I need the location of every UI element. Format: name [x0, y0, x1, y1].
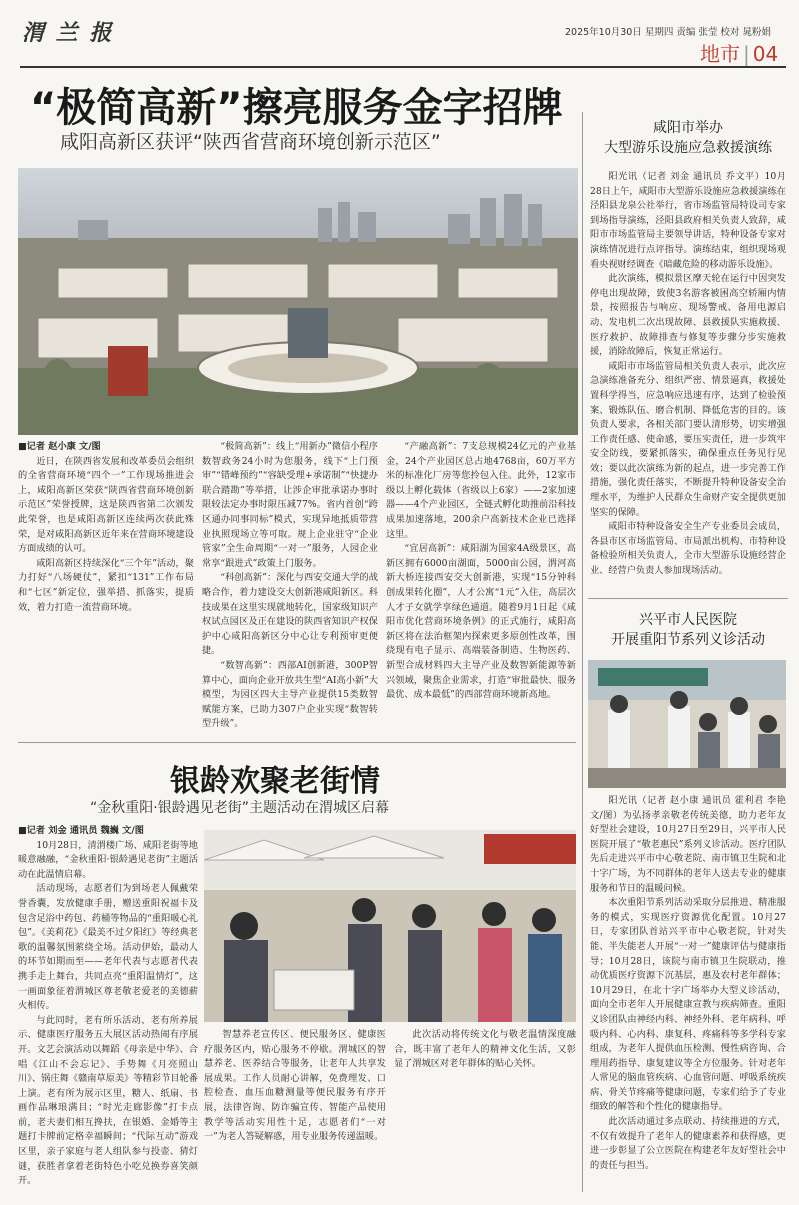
- page-number: 04: [752, 42, 779, 66]
- drill-body: [590, 170, 786, 588]
- lead-paragraph: “科创高新”：深化与西安交通大学的战略合作，着力建设交大创新港咸阳新区。科技成果在这里实现就地转化，国家级知识产权试点园区及正在建设的陕西省知识产权保护中心咸阳高新区分中心让专利预审更便捷。: [202, 572, 378, 657]
- elder-paragraph: 智慧养老宣传区、便民服务区、健康医疗服务区内，贴心服务不停歇。渭城区的智慧养老、医养结合等服务，让老年人共享发展成果。工作人员耐心讲解，免费理发、口腔检查、血压血糖测量等便民服务有序开展，法律咨询、防诈骗宣传、智能产品使用教学等活动实用性十足，志愿者们“一对一”为老人答疑解惑，用专业服务传递温暖。: [204, 1029, 386, 1143]
- drill-headline: [588, 118, 788, 158]
- lead-column-3: [386, 440, 576, 733]
- lead-paragraph: “极简高新”：线上“用新办”微信小程序数智政务24小时为您服务，线下“上门预审”“错峰预约”“容缺受理+承诺制”“快捷办联合踏勘”等举措，让涉企审批承诺办事时限较法定办事时限压减77%。省内首创“跨区通办同事同标”模式，实现异地抵质带营业执照现场立等可取。规上企业驻守“企业管家”全生命周期“一对一”服务，人园企业常享“跟进式”政策上门服务。: [202, 441, 378, 569]
- elder-paragraph: 10月28日，清渭楼广场、咸阳老街等地暖意融融，“金秋重阳·银龄遇见老街”主题活动在此温情启幕。: [18, 839, 198, 880]
- elder-event-photo: [204, 830, 576, 1022]
- elder-paragraph: 此次活动将传统文化与敬老温情深度融合，既丰富了老年人的精神文化生活，又彰显了渭城区对老年群体的贴心关怀。: [394, 1029, 576, 1070]
- elder-headline: 银龄欢聚老街情: [170, 764, 380, 799]
- lead-paragraph: “数智高新”：西部AI创新港，300P智算中心，面向企业开放共生型“AI高小新”大模型，为园区四大主导产业提供15类数智赋能方案，已助力307户企业实现“数智转型升级”。: [202, 659, 378, 730]
- lower-divider: [18, 742, 576, 743]
- drill-paragraph: 此次演练，模拟景区摩天轮在运行中因突发停电出现故障，致使3名游客被困高空轿厢内情景，按照报告与响应、现场警戒、备用电源启动、发电机二次出现故障、县救援队实施救援、医疗救护、故障排查与修复等步骤分步实施救援，消除故障后，恢复正常运行。: [590, 273, 786, 358]
- elder-column-3: [394, 1028, 576, 1196]
- hospital-headline: [588, 610, 788, 650]
- hospital-paragraph: 本次重阳节系列活动采取分层推进、精准服务的模式，实现医疗资源优化配置。10月27日，专家团队首站兴平市中心敬老院，针对失能、半失能老人开展“一对一”健康评估与健康指导；10月28日，该院与南市镇卫生院联动，推动优质医疗资源下沉基层，惠及农村老年群体；10月29日，在北十字广场举办大型义诊活动，面向全市老年人开展健康宣教与疾病筛查。重阳义诊团队由神经内科、神经外科、老年病科、呼吸内科、心内科、康复科、疼痛科等多学科专家组成，为老年人提供血压检测、慢性病咨询、合理用药指导、康复建议等全方位服务。针对老年人常见的脑血管疾病、心血管问题、呼吸系统疾病、骨关节疼痛等健康问题，专家们给予了专业细致的解答和个性化的健康指导。: [590, 897, 786, 1113]
- elder-column-2: [204, 1028, 386, 1196]
- elder-paragraph: 活动现场，志愿者们为到场老人佩戴荣誉香囊，发放健康手册，赠送重阳祝福卡及包含足浴中药包、药桶等物品的“重阳暖心礼包”。《美莉花》《最美不过夕阳红》等经典老歌的温馨氛围萦绕全场。活动伊始，最动人的环节如期而至——老年代表与志愿者代表携手走上舞台，共同点亮“重阳温情灯”，这一画面象征着渭城区尊老敬老爱老的美德薪火相传。: [18, 883, 198, 1012]
- hospital-paragraph: 阳光讯（记者 赵小康 通讯员 霍利君 李艳文/图）为弘扬孝亲敬老传统美德，助力老年友好型社会建设，10月27日至29日，兴平市人民医院开展了“敬老惠民”系列义诊活动。医疗团队先后走进兴平市中心敬老院、南市镇卫生院和北十字广场，为不同群体的老年人送去专业的健康服务和节日的温暖问候。: [590, 795, 786, 894]
- lead-subhead: 咸阳高新区获评“陕西省营商环境创新示范区”: [60, 131, 441, 153]
- elder-column-1: [18, 824, 198, 1196]
- hospital-headline-line2: 开展重阳节系列义诊活动: [611, 632, 765, 648]
- elder-byline: ■记者 刘金 通讯员 魏巍 文/图: [18, 825, 144, 836]
- lead-byline: ■记者 赵小康 文/图: [18, 441, 101, 452]
- newspaper-logo: 渭 兰 报: [22, 20, 114, 46]
- hospital-clinic-photo: [588, 660, 786, 788]
- section-divider: |: [743, 42, 750, 66]
- section-divider: [588, 598, 788, 599]
- lead-paragraph: “宜居高新”：咸阳湖为国家4A级景区，高新区拥有6000亩湖面，5000亩公园，渭河高新大桥连接西安交大创新港，实现“15分钟科创成果转化圈”，人才公寓“1元”入住，高层次人才子女就学享绿色通道。随着9月1日起《咸阳市优化营商环境条例》的正式施行，咸阳高新区将在法治框架内探索更多原创性改革，围绕现有电子显示、高端装备制造、生物医药、新型合成材料四大主导产业及数智新能源等新兴领域，聚焦企业需求，打造“审批最快、服务最优、成本最低”的西部营商环境新高地。: [386, 543, 576, 701]
- header-rule: [20, 66, 786, 68]
- elder-paragraph: 与此同时，老有所乐活动、老有所养展示、健康医疗服务五大展区活动热闹有序展开。文艺会演活动以舞蹈《母亲是中华》、合唱《江山不会忘记》、手势舞《月亮照山川》、锅庄舞《赣南草原美》等精彩节目轮番上演。老有所为展示区里，糖人、纸扇、书画作品琳琅满目；“时光走廊影像”打卡点前，老夫妻们相互搀扶，在银婚、金婚等主题打卡牌前定格幸福瞬间；“代际互动”游戏区里，亲子家庭与老人组队参与投壶、猜灯谜，获胜者拿着老街特色小吃兑换券喜笑颜开。: [18, 1014, 198, 1187]
- aerial-park-photo: [18, 168, 578, 435]
- lead-column-2: [202, 440, 378, 733]
- lead-column-1: [18, 440, 194, 733]
- drill-paragraph: 咸阳市市场监管局相关负责人表示，此次应急演练准备充分、组织严密、情景逼真，救援处置科学得当，应急响应迅速有序，达到了检验预案、锻炼队伍、磨合机制、降低危害的目的。该负责人要求，各相关部门要认清形势，切实增强工作责任感、使命感，要压实责任，进一步筑牢安全防线，要紧抓落实，确保重点任务见行见效；要以此次演练为新的起点，进一步完善工作措施，强化责任落实，不断提升特种设备安全治理水平，为维护人民群众生命财产安全提供更加坚实的保障。: [590, 360, 786, 518]
- section-label: [700, 38, 778, 67]
- drill-headline-line1: 咸阳市举办: [653, 120, 723, 136]
- drill-paragraph: 咸阳市特种设备安全生产专业委员会成员，各县市区市场监管局、市局派出机构、市特种设备检验所相关负责人，全市大型游乐设施经营企业、经营户负责人参加现场活动。: [590, 521, 786, 577]
- section-name: 地市: [700, 42, 740, 66]
- hospital-body: [590, 794, 786, 1194]
- elder-subhead: “金秋重阳·银龄遇见老街”主题活动在渭城区启幕: [90, 800, 389, 816]
- drill-paragraph: 阳光讯（记者 刘金 通讯员 乔文平）10月28日上午，咸阳市大型游乐设施应急救援演练在泾阳县龙泉公社举行，省市场监管局特设司专家到场指导演练，泾阳县政府相关负责人致辞，咸阳市市场监管局主要领导讲话，特种设备专家对演练情况进行点评指导。演练结束，组织现场观看央视财经调查《暗藏危险的移动游乐设施》。: [590, 171, 786, 270]
- lead-paragraph: 咸阳高新区持续深化“三个年”活动，聚力打好“八场硬仗”，紧扣“131”工作布局和“七区”新定位，强举措、抓落实，提质效，着力打造一流营商环境。: [18, 557, 194, 613]
- column-divider: [582, 112, 583, 1192]
- drill-headline-line2: 大型游乐设施应急救援演练: [604, 140, 772, 156]
- dateline: 2025年10月30日 星期四 责编 张莹 校对 晁粉娟: [565, 27, 771, 38]
- lead-headline: “极简高新”擦亮服务金字招牌: [30, 85, 563, 131]
- lead-paragraph: “产融高新”：7支总规模24亿元的产业基金，24个产业园区总占地4768亩，60万平方米的标准化厂房等您拎包入住。此外，12家市级以上孵化载体（省级以上6家）——2家加速器——4个产业园区，全链式孵化助推前沿科技成果加速落地，200余户高新技术企业已选择这里。: [386, 441, 576, 540]
- masthead: [0, 0, 799, 70]
- lead-paragraph: 近日，在陕西省发展和改革委员会组织的全省营商环境“四个一”工作现场推进会上，咸阳高新区荣获“陕西省营商环境创新示范区”荣誉授牌，这是陕西省第二次颁发此荣誉，也是咸阳高新区连续两次获此殊荣，是对咸阳高新区近年来在营商环境建设方面成绩的认可。: [18, 455, 194, 555]
- hospital-headline-line1: 兴平市人民医院: [639, 612, 737, 628]
- hospital-paragraph: 此次活动通过多点联动、持续推进的方式，不仅有效提升了老年人的健康素养和获得感，更进一步彰显了公立医院在构建老年友好型社会中的责任与担当。: [590, 1116, 786, 1171]
